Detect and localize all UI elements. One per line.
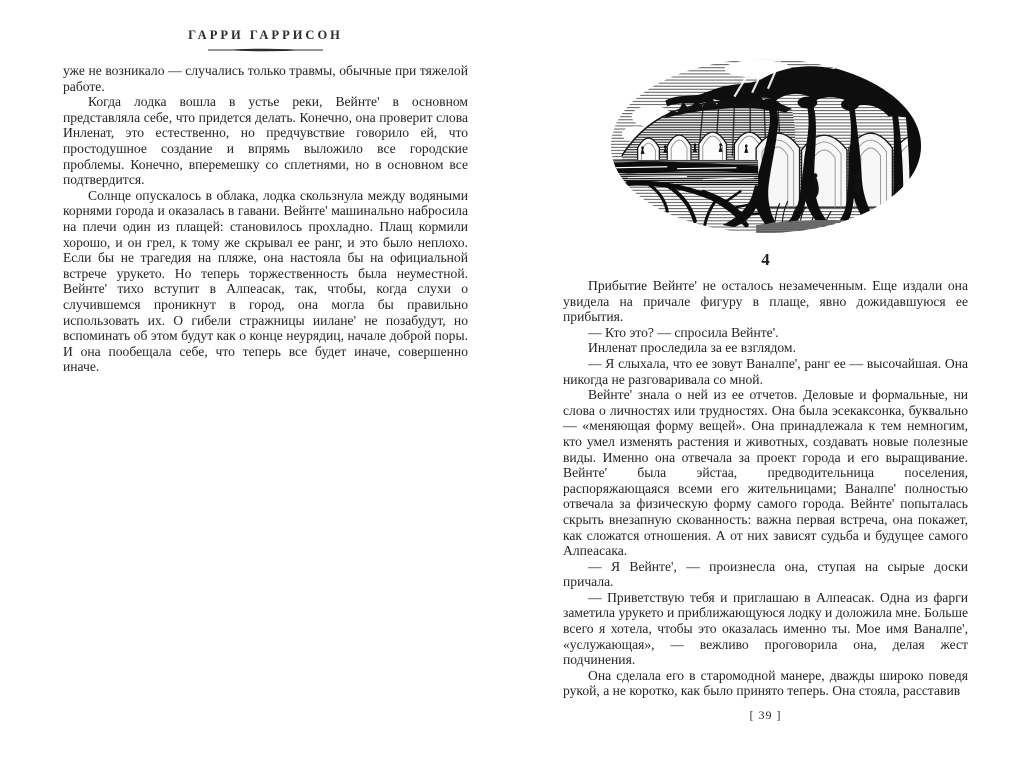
paragraph: — Приветствую тебя и приглашаю в Алпеасак. Одна из фарги заметила урукето и приближающуюся лодку и доложила мне. Больше всего я хотела, чтобы это оказалась именно ты. Мое имя Ваналпе', «услужающая», — вежливо проговорила она, делая жест подчинения. <box>563 589 968 668</box>
paragraph: — Я Вейнте', — произнесла она, ступая на сырые доски причала. <box>563 558 968 590</box>
header-divider-rule <box>208 47 323 53</box>
paragraph: Инленат проследила за ее взглядом. <box>588 340 796 356</box>
right-page-text <box>563 278 968 699</box>
engraving-vignette <box>608 56 924 236</box>
right-page <box>563 56 968 699</box>
left-page-text <box>63 63 468 375</box>
page-number: [ 39 ] <box>749 708 782 722</box>
chapter-number: 4 <box>761 250 770 269</box>
paragraph: Когда лодка вошла в устье реки, Вейнте' в основном представляла себе, что придется делать. Конечно, она проверит слова Инленат, это естественно, но предчувствие говорило ей, что простодушное создание и впрямь выложило все городские проблемы. Конечно, вперемешку со сплетнями, но в основном все подтвердится. <box>63 94 468 188</box>
paragraph: — Я слыхала, что ее зовут Ваналпе', ранг ее — высочайшая. Она никогда не разговаривала со мной. <box>563 355 968 387</box>
paragraph: Вейнте' знала о ней из ее отчетов. Деловые и формальные, ни слова о личностях или трудностях. Она была эсекаксонка, буквально — «меняющая форму вещей». Она принадлежала к тем немногим, кто умел изменять растения и животных, создавать новые полезные виды. Именно она отвечала за проект города и его выращивание. Вейнте' была эйстаа, предводительница поселения, распоряжающаяся всеми его жительницами; Ваналпе' полностью отвечала за физическую форму самого города. Вейнте' попыталась скрыть внезапную скованность: важна первая встреча, она покажет, как сложатся отношения. А от них зависят судьба и будущее самого Алпеасака. <box>563 387 968 559</box>
left-page <box>63 28 468 375</box>
paragraph: — Кто это? — спросила Вейнте'. <box>588 324 779 340</box>
paragraph: Солнце опускалось в облака, лодка скользнула между водяными корнями города и оказалась в гавани. Вейнте' машинально набросила на плечи один из плащей: становилось прохладно. Плащ кормили хорошо, и он грел, к тому же скрывал ее ранг, и это было неплохо. Если бы не трагедия на пляже, она настояла бы на официальной встрече урукето. Но теперь торжественность была неуместной. Вейнте' тихо вступит в Алпеасак, так, чтобы, когда слухи о случившемся проникнут в город, она могла бы правильно использовать их. О гибели стражницы иилане' не позабудут, но вспоминать об этом будут как о конце неурядиц, начале доброй поры. И она пообещала себе, что теперь все будет иначе, совершенно иначе. <box>63 187 468 375</box>
chapter-illustration <box>608 56 924 236</box>
paragraph: Она сделала его в старомодной манере, дважды широко поведя рукой, а не коротко, как было принято теперь. Она стояла, расставив <box>563 667 968 699</box>
running-head: ГАРРИ ГАРРИСОН <box>188 28 343 42</box>
paragraph: Прибытие Вейнте' не осталось незамеченным. Еще издали она увидела на причале фигуру в плаще, явно дожидавшуюся ее прибытия. <box>563 278 968 325</box>
paragraph: уже не возникало — случались только травмы, обычные при тяжелой работе. <box>63 63 468 94</box>
